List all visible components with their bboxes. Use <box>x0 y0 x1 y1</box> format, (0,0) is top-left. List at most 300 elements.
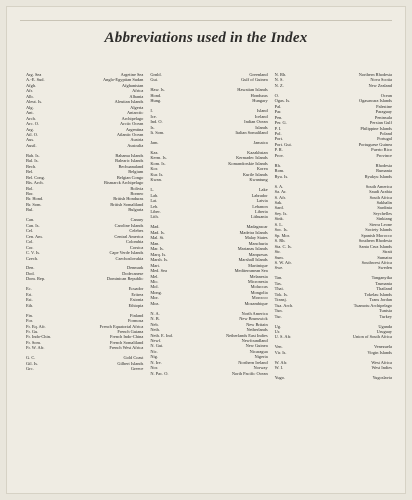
index-page <box>6 6 406 494</box>
full-name: Canary <box>130 217 144 223</box>
abbreviation: Kur. Is. <box>150 171 164 177</box>
abbreviation: Eri. <box>26 291 33 297</box>
full-name: Madagascar <box>246 224 268 230</box>
abbreviation: I. <box>150 108 153 114</box>
full-name: Ocean <box>380 92 392 98</box>
abbreviation: Kom. Is. <box>150 160 166 166</box>
abbreviation: Sp. Mor. <box>274 232 290 238</box>
abbreviation-entry <box>275 174 392 179</box>
abbreviation: Alb. <box>26 93 34 99</box>
abbreviation: Rom. <box>274 168 285 174</box>
full-name: Greenland <box>249 72 268 77</box>
abbreviation-entry <box>275 265 392 270</box>
full-name: Thailand <box>376 286 392 292</box>
abbreviation: Bal. Is. <box>26 158 39 164</box>
abbreviation-entry <box>275 350 392 355</box>
full-name: West Africa <box>371 359 392 365</box>
abbreviation: Ant. <box>26 110 34 116</box>
full-name: New Zealand <box>368 82 392 88</box>
full-name: Morocco <box>251 295 268 301</box>
abbreviation: W. I. <box>274 365 284 371</box>
abbreviation: Br. Som. <box>26 201 42 207</box>
full-name: Gold Coast <box>123 355 144 361</box>
full-name: Bolivia <box>130 185 144 191</box>
full-name: New Britain <box>246 321 268 327</box>
full-name: Sweden <box>378 265 392 271</box>
abbreviation-group <box>275 324 392 340</box>
full-name: Rhodesia <box>375 162 392 168</box>
full-name: Balearic Islands <box>115 158 144 164</box>
abbreviation: Ur. <box>274 328 281 334</box>
full-name: Netherlands East Indies <box>225 332 268 338</box>
abbreviation-group <box>275 344 392 355</box>
abbreviation-column <box>26 72 143 476</box>
abbreviation: Neth. E. Ind. <box>150 332 173 338</box>
abbreviation: Tok. Is. <box>274 291 288 297</box>
full-name: Portuguese Guinea <box>358 141 392 147</box>
full-name: Kazakhstan <box>247 149 268 155</box>
full-name: Saudi Arabia <box>369 189 392 195</box>
abbreviation: Sta. C. Is. <box>274 243 292 249</box>
abbreviation: Thai. <box>274 286 284 292</box>
full-name: Virgin Islands <box>367 349 392 355</box>
full-name: Hungary <box>252 98 268 104</box>
abbreviation: Bah. Is. <box>26 152 40 158</box>
full-name: Nigeria <box>254 354 268 360</box>
full-name: Marianas Islands <box>237 246 268 252</box>
abbreviation-group <box>275 275 392 319</box>
abbreviation: Czech. <box>26 255 39 261</box>
abbreviation: Arc. O. <box>26 121 40 127</box>
abbreviation: P. I. <box>274 125 282 131</box>
abbreviation-entry <box>26 143 143 148</box>
full-name: Gulf of Guinea <box>241 77 268 83</box>
full-name: Island <box>256 108 268 114</box>
full-name: French Indo-China <box>110 334 144 340</box>
full-name: Sakhalin <box>376 200 392 206</box>
full-name: Melanesia <box>249 273 268 279</box>
full-name: Dodecanese <box>122 270 144 276</box>
abbreviation: Aus. <box>26 137 35 143</box>
abbreviation: Tas. <box>274 280 282 286</box>
full-name: Marquesas <box>248 251 268 257</box>
abbreviation: Prov. <box>274 152 284 158</box>
full-name: Kwantung <box>249 177 268 183</box>
full-name: Formosa <box>127 318 144 324</box>
abbreviation: Per. G. <box>274 120 287 126</box>
abbreviation-entry <box>275 83 392 88</box>
abbreviation-entry <box>26 207 143 212</box>
full-name: Iceland <box>254 113 268 119</box>
abbreviation: Marq. Is. <box>150 251 167 257</box>
abbreviation: Tua. Arch. <box>274 302 294 308</box>
full-name: Martinique <box>248 262 268 268</box>
abbreviation: Jam. <box>150 140 159 146</box>
full-name: Finland <box>129 312 144 318</box>
abbreviation: Mar. Is. <box>150 246 164 252</box>
full-name: Nova Scotia <box>370 77 392 83</box>
abbreviation-group <box>26 286 143 308</box>
full-name: Southwest Africa <box>361 260 392 265</box>
full-name: Seychelles <box>373 210 392 216</box>
abbreviation-entry <box>26 366 143 371</box>
abbreviation-group <box>275 163 392 179</box>
abbreviation: Leb. <box>150 203 159 209</box>
abbreviation: Bel. Cong. <box>26 174 45 180</box>
full-name: Archipelago <box>121 115 144 121</box>
abbreviation: Sak. <box>274 200 283 206</box>
full-name: North Pacific Ocean <box>231 370 268 376</box>
full-name: Sierra Leone <box>369 221 392 227</box>
full-name: Nicaragua <box>249 348 268 354</box>
full-name: Poland <box>379 131 392 137</box>
full-name: Caroline Islands <box>114 222 144 228</box>
full-name: Ethiopia <box>128 302 144 308</box>
full-name: Austria <box>130 137 144 143</box>
abbreviation: N. Pac. O. <box>150 370 169 376</box>
abbreviation-entry <box>275 375 392 380</box>
full-name: South America <box>365 183 392 189</box>
full-name: Lake <box>258 187 268 193</box>
abbreviation: Mol. <box>150 284 159 290</box>
abbreviation: Sa. Ar. <box>274 189 287 195</box>
abbreviation: N. Gui. <box>150 343 164 349</box>
abbreviation: Str. <box>274 249 281 255</box>
full-name: Honduras <box>250 92 268 98</box>
abbreviation: Marsh. Is. <box>150 257 169 263</box>
abbreviation: Pal. <box>274 103 282 109</box>
abbreviation: S. L. <box>274 221 284 227</box>
full-name: Palestine <box>376 103 392 109</box>
abbreviation: Fr. Indo-Chin. <box>26 334 52 340</box>
full-name: Tuamotu Archipelago <box>353 302 392 308</box>
full-name: Denmark <box>126 265 144 271</box>
abbreviation: Mal. St. <box>150 235 165 241</box>
abbreviation: Tan. <box>274 275 283 281</box>
abbreviation: Par. <box>274 109 282 115</box>
abbreviation: Ug. <box>274 323 282 329</box>
abbreviation: It. Som. <box>150 130 165 136</box>
abbreviation: Ind. O. <box>150 119 163 125</box>
abbreviation-entry <box>275 314 392 319</box>
full-name: Peninsula <box>374 114 392 120</box>
abbreviation: Vir. Is. <box>274 349 287 355</box>
full-name: Dominican Republic <box>106 276 144 282</box>
full-name: Tasmania <box>375 280 392 286</box>
abbreviation-group <box>150 87 267 103</box>
full-name: Venezuela <box>373 344 392 350</box>
abbreviation: Mad. Is. <box>150 229 165 235</box>
abbreviation: Port. <box>274 136 284 142</box>
abbreviation: Aleut. Is. <box>26 99 43 105</box>
full-name: Province <box>376 152 392 158</box>
full-name: Islands <box>255 124 268 130</box>
abbreviation-group <box>150 72 267 83</box>
full-name: Algeria <box>130 104 144 110</box>
abbreviation: N. Ire. <box>150 359 162 365</box>
full-name: Trans Jordan <box>369 297 392 303</box>
abbreviation-group <box>26 313 143 351</box>
full-name: Bismarck Archipelago <box>103 180 144 186</box>
abbreviation-column <box>150 72 267 476</box>
full-name: Argetine Sea <box>120 72 144 77</box>
full-name: Corsica <box>129 244 144 250</box>
abbreviation-column <box>275 72 392 476</box>
full-name: Ecuador <box>128 286 144 292</box>
abbreviation: Bel. <box>26 169 34 175</box>
abbreviation-entry <box>150 371 267 376</box>
abbreviation: Mor. <box>150 295 159 301</box>
full-name: Eritrea <box>131 291 144 297</box>
abbreviation-entry <box>26 276 143 281</box>
full-name: Latvia <box>256 198 268 204</box>
abbreviation: Pen. <box>274 114 283 120</box>
abbreviation: Lith. <box>150 214 159 220</box>
full-name: Micronesia <box>247 278 268 284</box>
full-name: Tanganyika <box>371 275 392 281</box>
abbreviation: Bis. Arch. <box>26 180 44 186</box>
abbreviation: Haw. Is. <box>150 87 165 93</box>
full-name: Madeira Islands <box>239 229 268 235</box>
abbreviation: Atl. O. <box>26 131 39 137</box>
full-name: Antarctic <box>126 110 144 116</box>
full-name: Strait <box>382 249 392 255</box>
full-name: Bechuanaland <box>118 163 144 169</box>
full-name: Australia <box>127 142 144 148</box>
full-name: Sinkiang <box>376 216 392 222</box>
full-name: Uganda <box>378 323 392 329</box>
full-name: Netherlands <box>246 327 268 333</box>
full-name: South Africa <box>369 194 392 200</box>
full-name: Turkey <box>379 313 392 319</box>
abbreviation: Fr. Gu. <box>26 328 39 334</box>
full-name: Santa Cruz Islands <box>359 243 392 249</box>
abbreviation: Ec. <box>26 286 32 292</box>
abbreviation: Kor. <box>150 166 159 172</box>
abbreviation: Hond. <box>150 92 162 98</box>
abbreviation: Kaz. <box>150 149 159 155</box>
full-name: Anglo-Egyptian Sudan <box>102 77 144 83</box>
abbreviation: Alg. <box>26 104 34 110</box>
abbreviation: Newf. <box>150 337 162 343</box>
abbreviation: Cel. <box>26 228 34 234</box>
full-name: Gilbert Islands <box>117 360 144 366</box>
full-name: New Brunswick <box>239 316 268 322</box>
full-name: Tunisia <box>378 308 392 314</box>
abbreviation: S. Rh. <box>274 238 286 244</box>
abbreviation-group <box>26 153 143 213</box>
full-name: Kurile Islands <box>242 171 268 177</box>
abbreviation: Yugo. <box>274 375 286 381</box>
full-name: Italian Somaliland <box>235 130 268 136</box>
abbreviation: Nic. <box>150 348 158 354</box>
abbreviation: Port. Gui. <box>274 141 292 147</box>
full-name: Argentina <box>125 126 144 132</box>
full-name: Greece <box>130 366 144 372</box>
full-name: Newfoundland <box>241 337 268 343</box>
full-name: Rumania <box>376 168 392 174</box>
abbreviation: Gil. Is. <box>26 360 39 366</box>
abbreviation: Can. <box>26 217 35 223</box>
abbreviation: Austl. <box>26 142 37 148</box>
abbreviation: Dod. <box>26 270 35 276</box>
abbreviation: Hung. <box>150 98 162 104</box>
abbreviation: Grnld. <box>150 72 162 77</box>
full-name: Celebes <box>129 228 144 234</box>
abbreviation: Bul. <box>26 207 34 213</box>
full-name: French Equatorial Africa <box>99 323 144 329</box>
abbreviation: Kwan. <box>150 177 162 183</box>
abbreviation: Afgh. <box>26 82 37 88</box>
full-name: North America <box>241 310 268 316</box>
abbreviation-group <box>150 108 267 135</box>
abbreviation: L. <box>150 187 155 193</box>
full-name: Atlantic Ocean <box>116 131 144 137</box>
abbreviation: W. Afr. <box>274 359 288 365</box>
full-name: Persian Gulf <box>369 120 392 126</box>
full-name: Central America <box>114 233 144 239</box>
abbreviation: S. A. <box>274 183 284 189</box>
full-name: Sumatra <box>377 254 392 260</box>
abbreviation: Cor. <box>26 244 34 250</box>
full-name: Marshall Islands <box>238 257 268 263</box>
abbreviation-group <box>150 140 267 145</box>
abbreviation: N. B. <box>150 316 160 322</box>
full-name: Labrador <box>251 192 268 198</box>
abbreviation-group <box>26 265 143 281</box>
abbreviation: Den. <box>26 265 35 271</box>
abbreviation: Med. Sea <box>150 268 167 274</box>
full-name: Yugoslavia <box>372 375 392 381</box>
full-name: New Guinea <box>245 343 268 349</box>
abbreviation: For. <box>26 318 33 324</box>
abbreviation: Moz. <box>150 300 160 306</box>
abbreviation: Sard. <box>274 205 284 211</box>
full-name: Portugal <box>377 136 392 142</box>
full-name: Puerto Rico <box>371 147 392 153</box>
abbreviation-entry <box>275 365 392 370</box>
full-name: Ryukyu Islands <box>364 173 392 179</box>
abbreviation: Pol. <box>274 131 282 137</box>
abbreviation-group <box>275 72 392 88</box>
full-name: Hawaiian Islands <box>237 87 268 93</box>
abbreviation: Can. Is. <box>26 222 40 228</box>
full-name: Society Islands <box>365 227 392 233</box>
full-name: Komandorskie Islands <box>228 160 268 166</box>
full-name: Kermadec Islands <box>236 155 268 161</box>
full-name: Mozambique <box>244 300 268 306</box>
abbreviation-group <box>150 187 267 220</box>
abbreviation: Fin. <box>26 312 33 318</box>
abbreviation: Lat. <box>150 198 158 204</box>
abbreviation-group <box>275 184 392 271</box>
full-name: French Somaliland <box>110 339 144 345</box>
abbreviation: Is. <box>150 124 155 130</box>
abbreviation: Neb. <box>150 321 159 327</box>
abbreviation-group <box>150 311 267 376</box>
abbreviation-entry <box>150 77 267 82</box>
abbreviation: Kerm. Is. <box>150 155 167 161</box>
abbreviation: Col. <box>26 239 34 245</box>
abbreviation: Cen. Am. <box>26 233 43 239</box>
abbreviation: Bol. <box>26 185 34 191</box>
abbreviation-entry <box>275 334 392 339</box>
full-name: Bulgaria <box>128 207 144 213</box>
full-name: Uruguay <box>376 328 392 334</box>
full-name: Africa <box>132 88 144 94</box>
abbreviation: N. Z. <box>274 82 284 88</box>
abbreviation: Lab. <box>150 192 159 198</box>
abbreviation: Bor. <box>26 191 34 197</box>
abbreviation: Nig. <box>150 354 159 360</box>
full-name: Jamaica <box>253 140 268 146</box>
abbreviation: Transj. <box>274 297 287 303</box>
abbreviation-group <box>275 375 392 380</box>
abbreviation: Man. <box>150 240 160 246</box>
abbreviation: Br. Hond. <box>26 196 44 202</box>
abbreviation: Arg. <box>26 126 34 132</box>
full-name: French West Africa <box>109 345 144 351</box>
full-name: Korea <box>256 166 268 172</box>
abbreviation: Bech. <box>26 163 37 169</box>
abbreviation: O. <box>274 92 279 98</box>
abbreviation: Fr. Eq. Afr. <box>26 323 46 329</box>
full-name: Lebanon <box>252 203 268 209</box>
full-name: French Guiana <box>117 328 144 334</box>
abbreviation-group <box>150 150 267 183</box>
full-name: Tokelau Islands <box>364 291 392 297</box>
abbreviation: S. Afr. <box>274 194 287 200</box>
full-name: Northern Ireland <box>238 359 268 365</box>
abbreviation: Tur. <box>274 313 282 319</box>
full-name: British Honduras <box>113 196 144 202</box>
abbreviation: Tun. <box>274 308 283 314</box>
abbreviation: Afr. <box>26 88 33 94</box>
abbreviation: Sum. <box>274 254 284 260</box>
abbreviation: Dom. Rep. <box>26 276 46 282</box>
full-name: Borneo <box>130 191 144 197</box>
abbreviation: C. V. Is. <box>26 250 41 256</box>
full-name: Spanish Morocco <box>361 232 392 238</box>
abbreviation-entry <box>150 214 267 219</box>
abbreviation: Mad. <box>150 224 160 230</box>
abbreviation: P. R. <box>274 147 283 153</box>
abbreviation: Soc. Is. <box>274 227 288 233</box>
abbreviation: Nor. <box>150 365 159 371</box>
abbreviation-entry <box>150 301 267 306</box>
abbreviation: Grc. <box>26 366 34 372</box>
full-name: British Somaliland <box>110 201 144 207</box>
abbreviation-group <box>275 93 392 158</box>
full-name: Mongolia <box>250 289 268 295</box>
abbreviation: Sink. <box>274 216 284 222</box>
full-name: Sardinia <box>377 205 392 211</box>
abbreviation: Est. <box>26 297 33 303</box>
abbreviation: Fr. Som. <box>26 339 42 345</box>
abbreviation-entry <box>26 256 143 261</box>
full-name: Belgian Congo <box>116 174 144 180</box>
abbreviation: Mic. <box>150 278 159 284</box>
abbreviation: A.-E. Sud. <box>26 77 45 83</box>
full-name: West Indies <box>371 365 392 371</box>
full-name: Ogasawara Islands <box>358 98 392 104</box>
full-name: Lithuania <box>250 214 268 220</box>
abbreviation-entry <box>150 130 267 135</box>
abbreviation-entry <box>150 140 267 145</box>
full-name: Northern Rhodesia <box>358 72 392 77</box>
abbreviation: Mong. <box>150 289 162 295</box>
abbreviation: Gui. <box>150 77 159 83</box>
